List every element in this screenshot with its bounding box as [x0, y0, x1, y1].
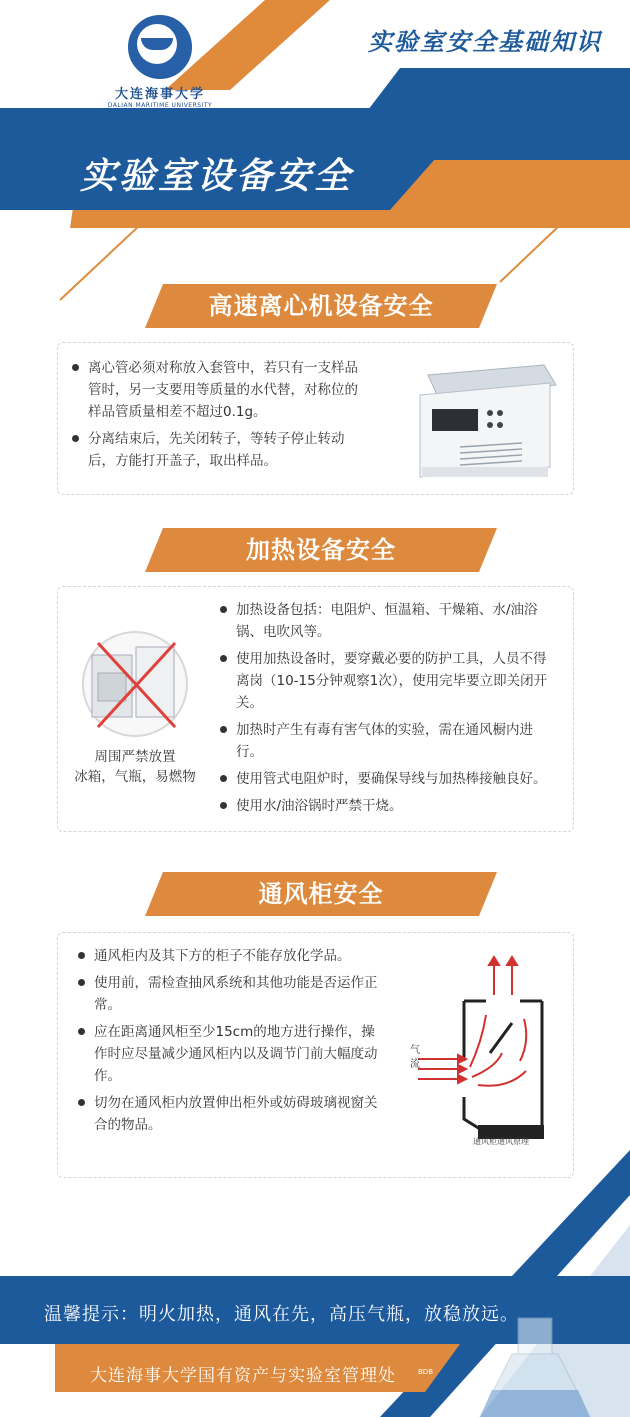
list-item: 使用前，需检查抽风系统和其他功能是否运作正常。	[76, 972, 386, 1016]
section-header-fume-hood	[145, 872, 497, 916]
list-item: 分离结束后，先关闭转子，等转子停止转动后，方能打开盖子，取出样品。	[70, 428, 366, 472]
section-title: 高速离心机设备安全	[208, 292, 434, 320]
logo-emblem-icon	[128, 15, 192, 79]
list-item: 应在距离通风柜至少15cm的地方进行操作，操作时应尽量减少通风柜内以及调节门前大幅度动作。	[76, 1021, 386, 1087]
list-item: 使用管式电阻炉时，要确保导线与加热棒接触良好。	[218, 768, 558, 790]
logo-en-text: DALIAN MARITIME UNIVERSITY	[107, 102, 213, 109]
list-item: 加热设备包括：电阻炉、恒温箱、干燥箱、水/油浴锅、电吹风等。	[218, 599, 558, 643]
airflow-label: 气	[410, 1045, 420, 1056]
page-title: 实验室安全基础知识	[368, 28, 602, 56]
list-item: 通风柜内及其下方的柜子不能存放化学品。	[76, 945, 386, 967]
airflow-label: 流	[410, 1059, 420, 1070]
list-item: 使用加热设备时，要穿戴必要的防护工具，人员不得离岗（10-15分钟观察1次），使用完毕要立即关闭开关。	[218, 648, 558, 714]
bullet-list	[76, 945, 386, 1141]
section-title: 加热设备安全	[246, 536, 396, 564]
list-item: 使用水/油浴锅时严禁干烧。	[218, 795, 558, 817]
diagram-caption: 通风柜通风原理	[473, 1137, 529, 1146]
logo-cn-text: 大连海事大学	[114, 87, 205, 102]
list-item: 切勿在通风柜内放置伸出柜外或妨碍玻璃视窗关合的物品。	[76, 1092, 386, 1136]
list-item: 加热时产生有毒有害气体的实验，需在通风橱内进行。	[218, 719, 558, 763]
section-header-heating	[145, 528, 497, 572]
footer-code: BDB	[418, 1368, 433, 1376]
banner-title: 实验室设备安全	[80, 156, 354, 197]
footer-organization: 大连海事大学国有资产与实验室管理处	[90, 1366, 396, 1386]
card-centrifuge	[57, 342, 574, 495]
university-logo	[100, 15, 220, 109]
card-heating	[57, 586, 574, 832]
bullet-list	[70, 357, 366, 477]
section-title: 通风柜安全	[258, 880, 384, 908]
card-fume-hood	[57, 932, 574, 1178]
centrifuge-image	[410, 355, 560, 485]
caption-line: 周围严禁放置	[94, 749, 176, 765]
prohibited-equipment-image	[80, 629, 190, 739]
warning-caption	[58, 747, 212, 787]
list-item: 离心管必须对称放入套管中，若只有一支样品管时，另一支要用等质量的水代替，对称位的样品管质量相差不超过0.1g。	[70, 357, 366, 423]
section-header-centrifuge	[145, 284, 497, 328]
footer-tip: 温馨提示：明火加热，通风在先，高压气瓶，放稳放远。	[44, 1304, 519, 1325]
bullet-list	[218, 599, 558, 822]
fume-hood-diagram	[408, 949, 568, 1149]
caption-line: 冰箱，气瓶，易燃物	[74, 769, 196, 785]
